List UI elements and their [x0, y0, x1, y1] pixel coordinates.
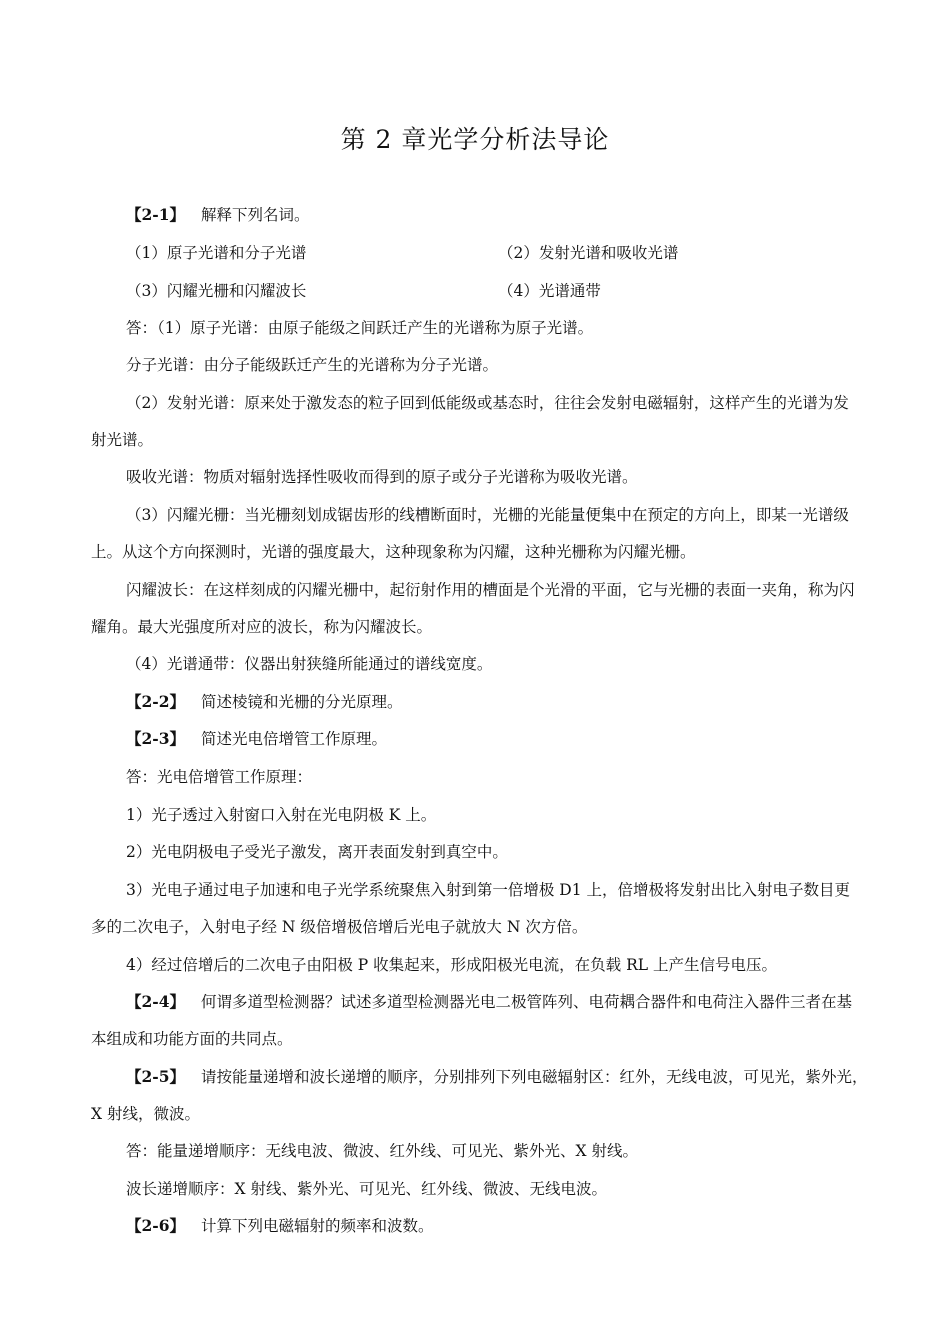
question-text: 何谓多道型检测器？试述多道型检测器光电二极管阵列、电荷耦合器件和电荷注入器件三者在基: [201, 993, 853, 1011]
answer-line: 上。从这个方向探测时，光谱的强度最大，这种现象称为闪耀，这种光栅称为闪耀光栅。: [91, 543, 696, 561]
question-number: 【2-4】: [126, 992, 186, 1011]
answer-line: 耀角。最大光强度所对应的波长，称为闪耀波长。: [91, 618, 433, 636]
question-number: 【2-2】: [126, 692, 186, 711]
question-2-6: [126, 1216, 434, 1236]
term-item-2: （2）发射光谱和吸收光谱: [498, 244, 679, 262]
answer-line: 分子光谱：由分子能级跃迁产生的光谱称为分子光谱。: [126, 356, 499, 374]
question-text: 请按能量递增和波长递增的顺序，分别排列下列电磁辐射区：红外，无线电波，可见光，紫外光，: [201, 1068, 868, 1086]
answer-line: （3）闪耀光栅：当光栅刻划成锯齿形的线槽断面时，光栅的光能量便集中在预定的方向上，即某一光谱级: [126, 506, 849, 524]
answer-line: 3）光电子通过电子加速和电子光学系统聚焦入射到第一倍增极 D1 上，倍增极将发射出比入射电子数目更: [126, 881, 851, 899]
question-text-cont: 本组成和功能方面的共同点。: [91, 1030, 293, 1048]
answer-line: （2）发射光谱：原来处于激发态的粒子回到低能级或基态时，往往会发射电磁辐射，这样产生的光谱为发: [126, 394, 849, 412]
question-number: 【2-5】: [126, 1067, 186, 1086]
question-2-3: [126, 729, 387, 749]
chapter-title: 第 2 章光学分析法导论: [340, 125, 610, 154]
question-number: 【2-6】: [126, 1216, 186, 1235]
answer-line: 吸收光谱：物质对辐射选择性吸收而得到的原子或分子光谱称为吸收光谱。: [126, 468, 638, 486]
question-text: 简述光电倍增管工作原理。: [201, 730, 388, 748]
answer-line: 答：能量递增顺序：无线电波、微波、红外线、可见光、紫外光、X 射线。: [126, 1142, 638, 1160]
question-text: 解释下列名词。: [201, 206, 310, 224]
answer-line: 4）经过倍增后的二次电子由阳极 P 收集起来，形成阳极光电流，在负载 RL 上产生信号电压。: [126, 956, 777, 974]
question-text: 简述棱镜和光栅的分光原理。: [201, 693, 403, 711]
answer-line: （4）光谱通带：仪器出射狭缝所能通过的谱线宽度。: [126, 655, 493, 673]
question-text: 计算下列电磁辐射的频率和波数。: [201, 1217, 434, 1235]
answer-line: 1）光子透过入射窗口入射在光电阴极 K 上。: [126, 806, 437, 824]
answer-line: 射光谱。: [91, 431, 154, 449]
answer-line: 波长递增顺序：X 射线、紫外光、可见光、红外线、微波、无线电波。: [126, 1180, 607, 1198]
question-2-4: [126, 992, 852, 1012]
answer-line: 多的二次电子，入射电子经 N 级倍增极倍增后光电子就放大 N 次方倍。: [91, 918, 588, 936]
answer-line: 答：（1）原子光谱：由原子能级之间跃迁产生的光谱称为原子光谱。: [126, 319, 594, 337]
question-2-1: [126, 205, 310, 225]
answer-line: 2）光电阴极电子受光子激发，离开表面发射到真空中。: [126, 843, 508, 861]
question-2-2: [126, 692, 403, 712]
term-item-1: （1）原子光谱和分子光谱: [126, 244, 307, 262]
question-text-cont: X 射线，微波。: [91, 1105, 200, 1123]
question-number: 【2-3】: [126, 729, 186, 748]
question-2-5: [126, 1067, 868, 1087]
term-item-4: （4）光谱通带: [498, 282, 601, 300]
answer-line: 答：光电倍增管工作原理：: [126, 768, 313, 786]
answer-line: 闪耀波长：在这样刻成的闪耀光栅中，起衍射作用的槽面是个光滑的平面，它与光栅的表面一夹角，称为闪: [126, 581, 855, 599]
question-number: 【2-1】: [126, 205, 186, 224]
term-item-3: （3）闪耀光栅和闪耀波长: [126, 282, 307, 300]
